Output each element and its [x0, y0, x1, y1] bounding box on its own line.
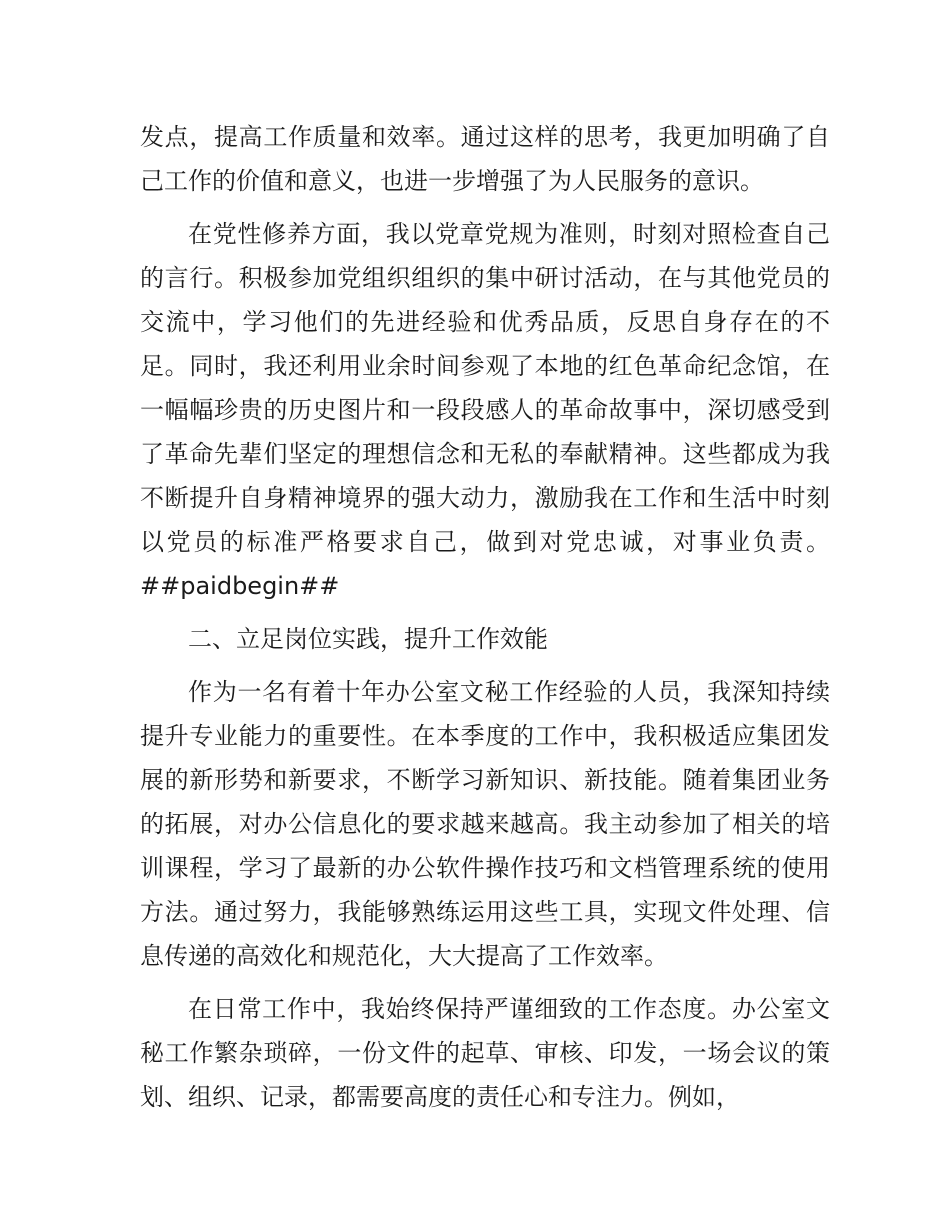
document-body	[140, 115, 830, 1128]
paragraph-continuation: 发点，提高工作质量和效率。通过这样的思考，我更加明确了自己工作的价值和意义，也进一步增强了为人民服务的意识。	[140, 123, 830, 195]
paragraph-party-cultivation: 在党性修养方面，我以党章党规为准则，时刻对照检查自己的言行。积极参加党组织组织的集中研讨活动，在与其他党员的交流中，学习他们的先进经验和优秀品质，反思自身存在的不足。同时，我还利用业余时间参观了本地的红色革命纪念馆，在一幅幅珍贵的历史图片和一段段感人的革命故事中，深切感受到了革命先辈们坚定的理想信念和无私的奉献精神。这些都成为我不断提升自身精神境界的强大动力，激励我在工作和生活中时刻以党员的标准严格要求自己，做到对党忠诚，对事业负责。##paidbegin##	[140, 220, 830, 600]
paragraph-professional-skills: 作为一名有着十年办公室文秘工作经验的人员，我深知持续提升专业能力的重要性。在本季度的工作中，我积极适应集团发展的新形势和新要求，不断学习新知识、新技能。随着集团业务的拓展，对办公信息化的要求越来越高。我主动参加了相关的培训课程，学习了最新的办公软件操作技巧和文档管理系统的使用方法。通过努力，我能够熟练运用这些工具，实现文件处理、信息传递的高效化和规范化，大大提高了工作效率。	[140, 678, 830, 970]
paragraph-daily-work: 在日常工作中，我始终保持严谨细致的工作态度。办公室文秘工作繁杂琐碎，一份文件的起草、审核、印发，一场会议的策划、组织、记录，都需要高度的责任心和专注力。例如，	[140, 995, 830, 1111]
section-heading: 二、立足岗位实践，提升工作效能	[188, 625, 548, 653]
